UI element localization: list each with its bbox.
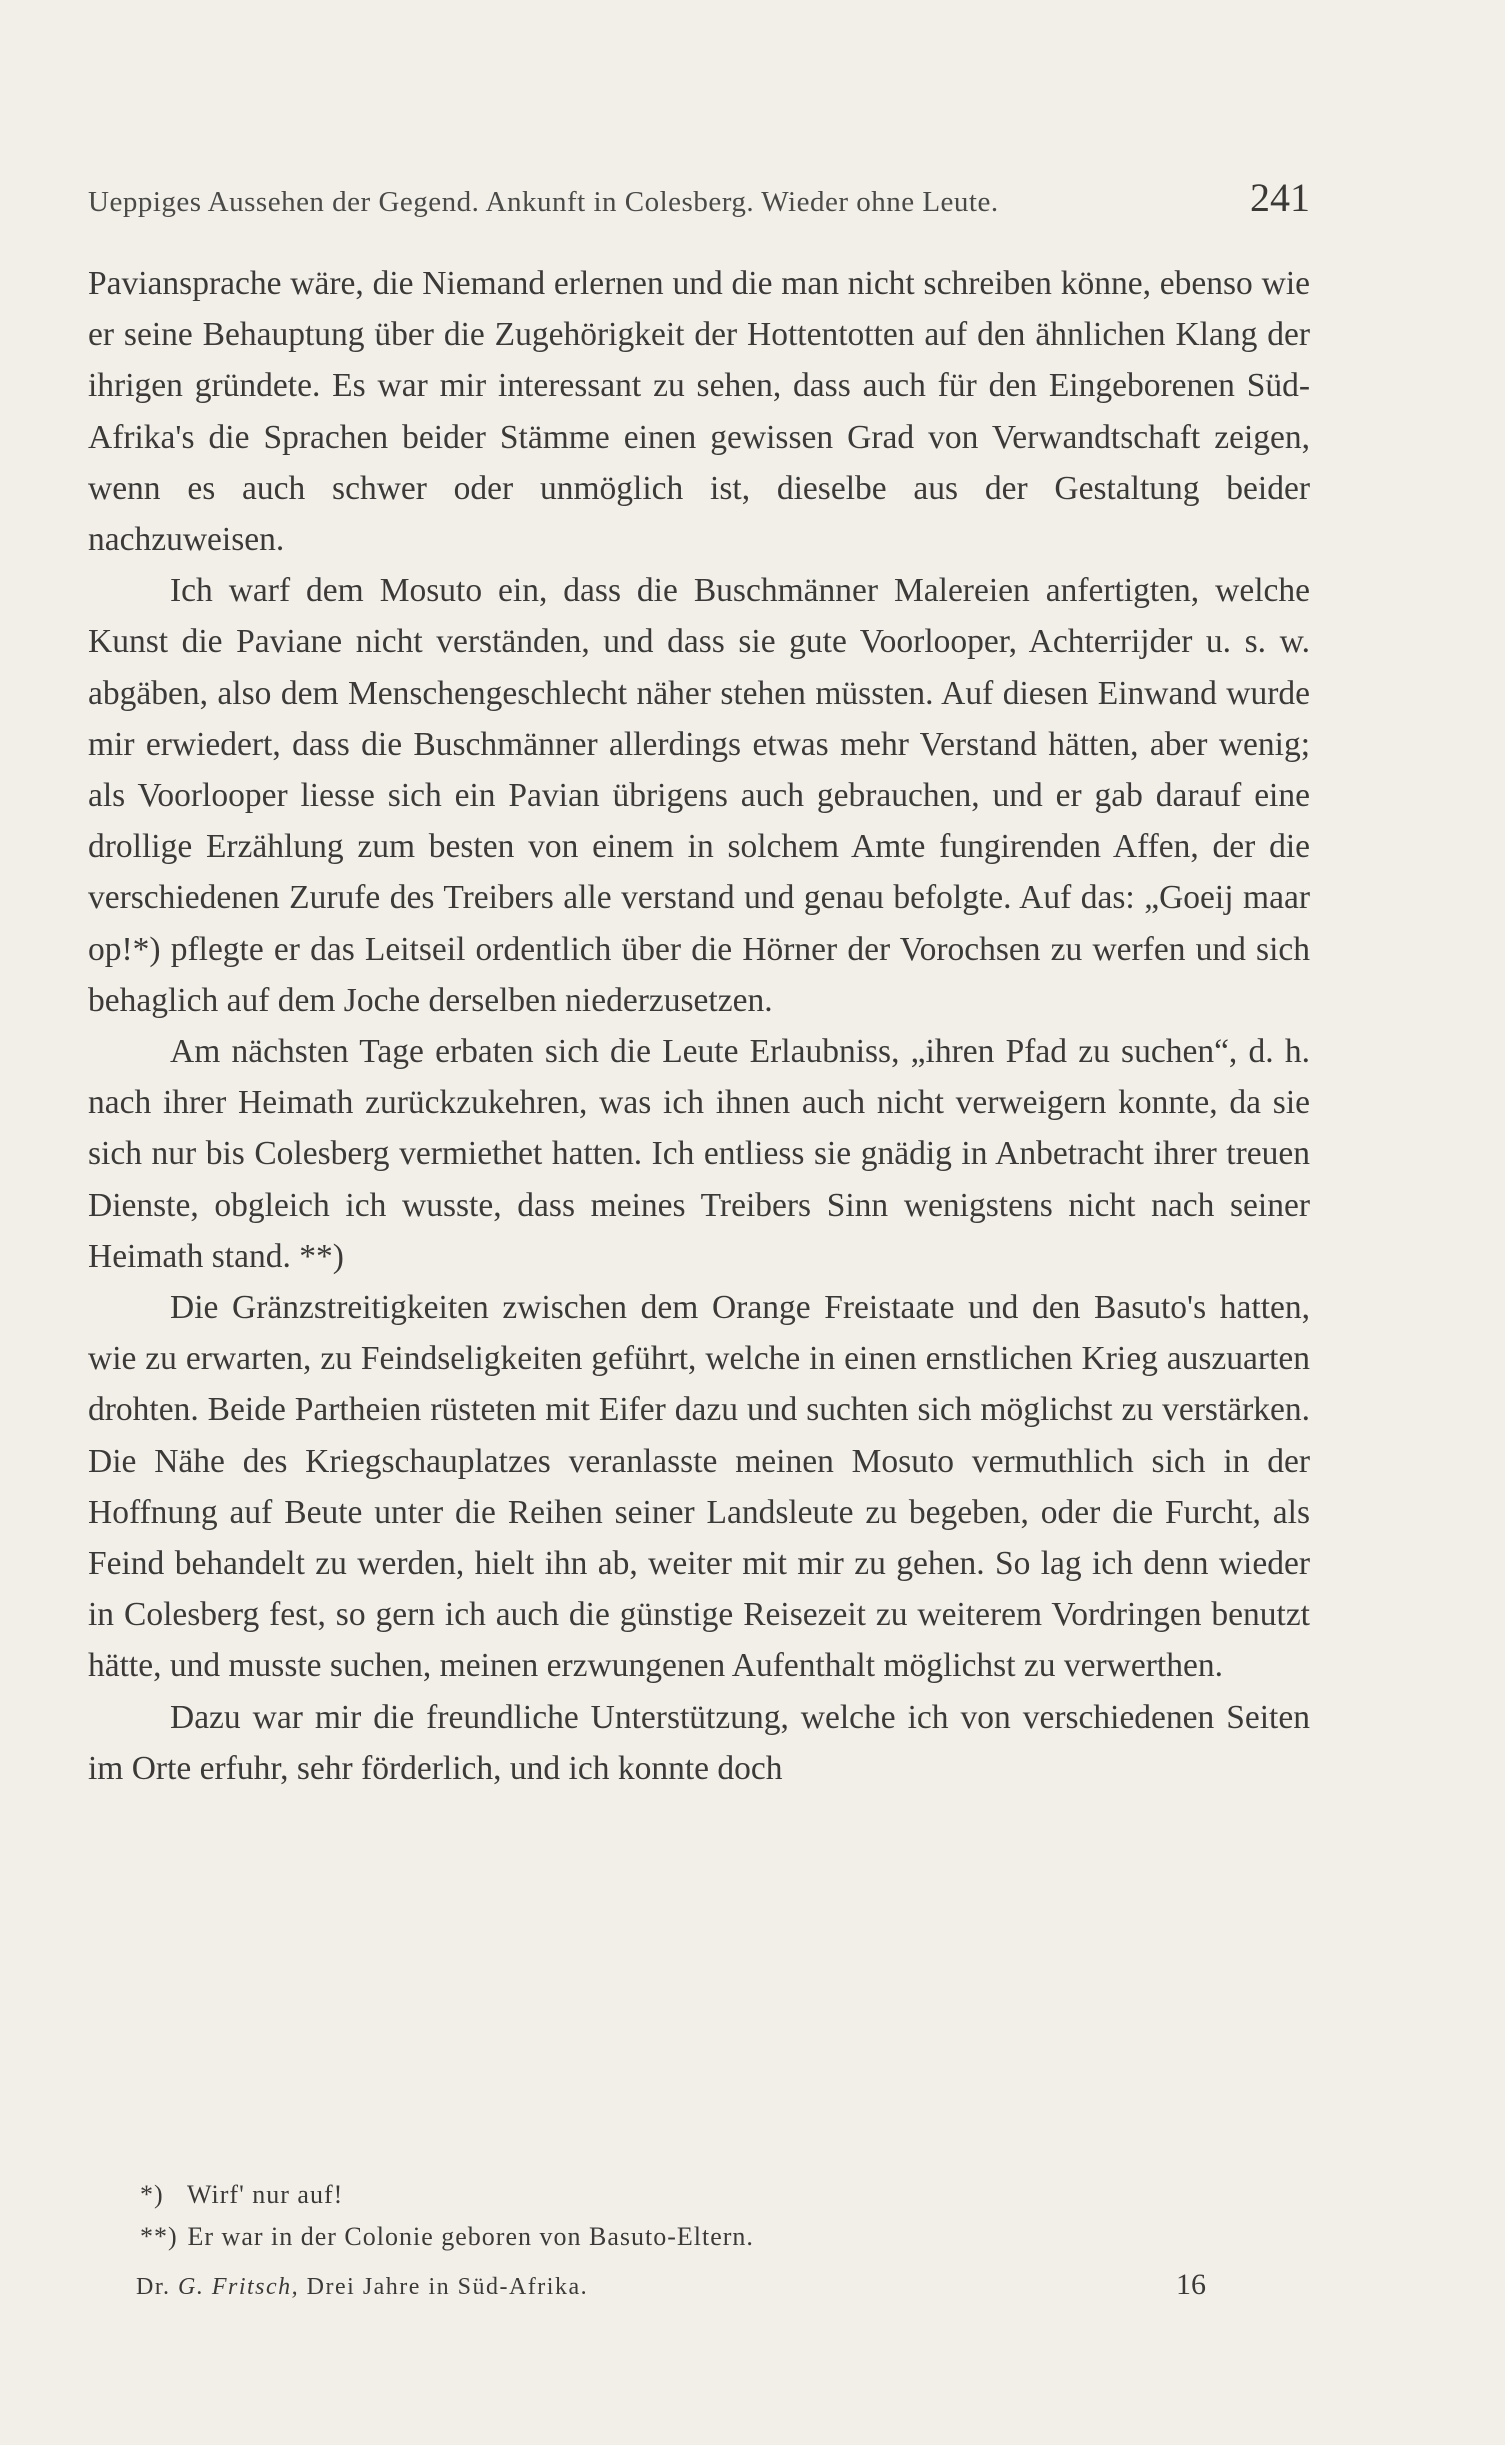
footnote	[140, 2174, 1240, 2216]
signature-title: Drei Jahre in Süd-Afrika.	[306, 2274, 589, 2300]
paragraph: Am nächsten Tage erbaten sich die Leute Erlaubniss, „ihren Pfad zu suchen“, d. h. nach ihrer Heimath zurückzukehren, was ich ihnen auch nicht verweigern konnte, da sie sich nur bis Colesberg vermiethet hatten. Ich entliess sie gnädig in Anbetracht ihrer treuen Dienste, obgleich ich wusste, dass meines Treibers Sinn wenigstens nicht nach seiner Heimath stand. **)	[88, 1033, 1310, 1275]
footnote-text: Wirf' nur auf!	[187, 2180, 344, 2209]
footnotes	[140, 2174, 1240, 2258]
page-header	[88, 174, 1310, 221]
signature-author: G. Fritsch,	[178, 2274, 300, 2300]
page-number: 241	[1250, 175, 1310, 220]
paragraph: Die Gränzstreitigkeiten zwischen dem Orange Freistaate und den Basuto's hatten, wie zu erwarten, zu Feindseligkeiten geführt, welche in einen ernstlichen Krieg auszuarten drohten. Beide Partheien rüsteten mit Eifer dazu und suchten sich möglichst zu verstärken. Die Nähe des Kriegschauplatzes veranlasste meinen Mosuto vermuthlich sich in der Hoffnung auf Beute unter die Reihen seiner Landsleute zu begeben, oder die Furcht, als Feind behandelt zu werden, hielt ihn ab, weiter mit mir zu gehen. So lag ich denn wieder in Colesberg fest, so gern ich auch die günstige Reisezeit zu weiterem Vordringen benutzt hätte, und musste suchen, meinen erzwungenen Aufenthalt möglichst zu verwerthen.	[88, 1289, 1310, 1685]
book-signature	[136, 2274, 588, 2301]
paragraph: Ich warf dem Mosuto ein, dass die Buschmänner Malereien anfertigten, welche Kunst die Paviane nicht verständen, und dass sie gute Voorlooper, Achterrijder u. s. w. abgäben, also dem Menschengeschlecht näher stehen müssten. Auf diesen Einwand wurde mir erwiedert, dass die Buschmänner allerdings etwas mehr Verstand hätten, aber wenig; als Voorlooper liesse sich ein Pavian übrigens auch gebrauchen, und er gab darauf eine drollige Erzählung zum besten von einem in solchem Amte fungirenden Affen, der die verschiedenen Zurufe des Treibers alle verstand und genau befolgte. Auf das: „Goeij maar op!*) pflegte er das Leitseil ordentlich über die Hörner der Vorochsen zu werfen und sich behaglich auf dem Joche derselben niederzusetzen.	[88, 572, 1310, 1019]
signature-line	[136, 2268, 1206, 2302]
paragraph: Dazu war mir die freundliche Unterstützung, welche ich von verschiedenen Seiten im Orte erfuhr, sehr förderlich, und ich konnte doch	[88, 1698, 1310, 1787]
signature-prefix: Dr.	[136, 2274, 171, 2300]
body-text	[88, 258, 1310, 1794]
running-head: Ueppiges Aussehen der Gegend. Ankunft in Colesberg. Wieder ohne Leute.	[88, 186, 999, 218]
sheet-number: 16	[1176, 2268, 1206, 2301]
footnote-mark: **)	[140, 2222, 178, 2251]
footnote-text: Er war in der Colonie geboren von Basuto-Eltern.	[187, 2222, 754, 2251]
footnote	[140, 2216, 1240, 2258]
footnote-mark: *)	[140, 2180, 164, 2209]
paragraph: Paviansprache wäre, die Niemand erlernen und die man nicht schreiben könne, ebenso wie er seine Behauptung über die Zugehörigkeit der Hottentotten auf den ähnlichen Klang der ihrigen gründete. Es war mir interessant zu sehen, dass auch für den Eingeborenen Süd-Afrika's die Sprachen beider Stämme einen gewissen Grad von Verwandtschaft zeigen, wenn es auch schwer oder unmöglich ist, dieselbe aus der Gestaltung beider nachzuweisen.	[88, 265, 1310, 559]
